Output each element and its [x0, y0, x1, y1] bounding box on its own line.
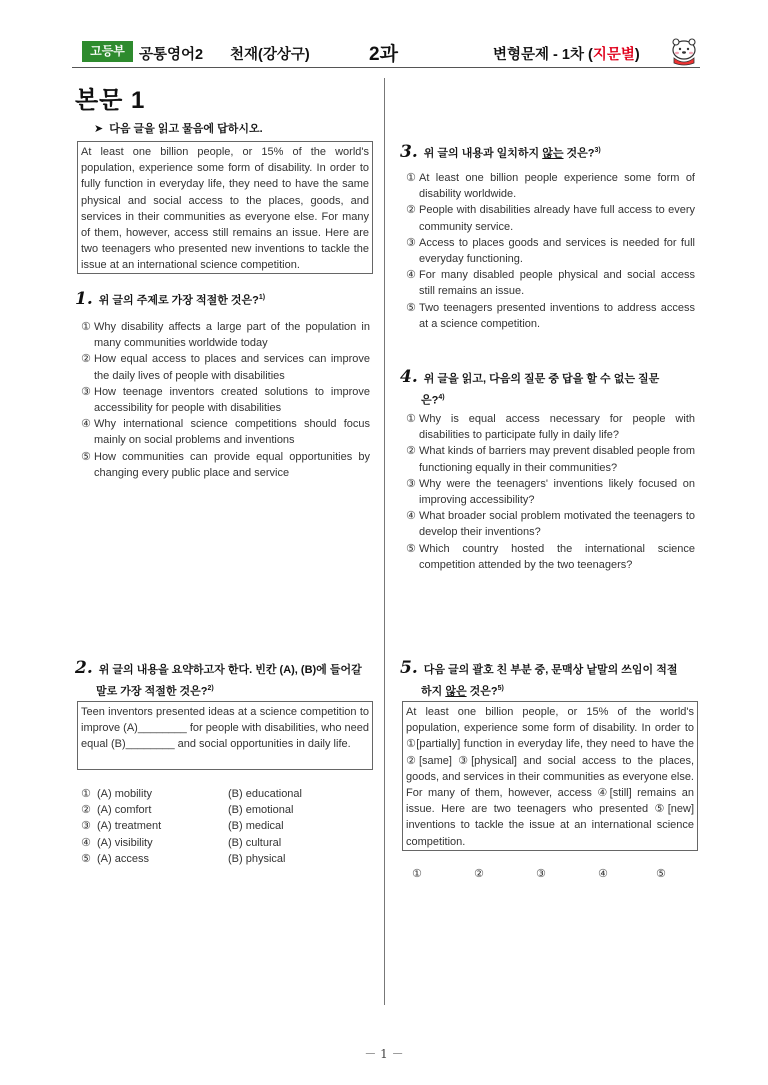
question-text-end: 것은?	[563, 147, 595, 160]
question-3-options	[406, 170, 695, 332]
column-divider	[384, 78, 385, 1005]
choice-3[interactable]: ③	[536, 868, 546, 880]
choice-2[interactable]: ②	[474, 868, 484, 880]
reading-passage: At least one billion people, or 15% of the world's population, experience some form of disability. In order to fully function in everyday life, they need to have the same physical and social access to the places, goods, and services in their communities as everyone else. For many of them, however, access still remains an issue. Here are two teenagers who presented new inventions to tackle the issue at an international science competition.	[77, 141, 373, 274]
option-item[interactable]: ④ For many disabled people physical and social access still remains an issue.	[406, 269, 695, 298]
option-item[interactable]: ⑤ How communities can provide equal opportunities by changing every public place and service	[81, 450, 370, 479]
header-divider	[72, 67, 700, 68]
option-item[interactable]: ④ Why international science competitions should focus mainly on social problems and inventions	[81, 418, 370, 447]
question-text: 위 글의 주제로 가장 적절한 것은?	[98, 294, 259, 307]
page-title: 본문 1	[75, 87, 146, 114]
option-item[interactable]: ① Why is equal access necessary for people with disabilities to participate fully in daily life?	[406, 413, 695, 442]
option-item[interactable]: ③ Why were the teenagers' inventions likely focused on improving accessibility?	[406, 477, 695, 507]
option-item[interactable]: ⑤ Two teenagers presented inventions to address access at a science competition.	[406, 301, 695, 330]
option-item[interactable]: ⑤ Which country hosted the international science competition attended by the two teenagers?	[406, 542, 695, 571]
level-badge: 고등부	[82, 41, 133, 62]
option-item[interactable]: ② People with disabilities already have full access to every community service.	[406, 204, 695, 233]
page-number: － 1 －	[364, 1047, 404, 1061]
instruction-text: 다음 글을 읽고 물음에 답하시오.	[109, 123, 263, 135]
worksheet-type-label	[493, 43, 640, 64]
question-5	[400, 657, 700, 700]
footnote-mark: 5)	[497, 685, 504, 692]
option-item[interactable]: ② How equal access to places and services can improve the daily lives of people with disabilities	[81, 353, 370, 382]
option-item[interactable]: ③ Access to places goods and services is needed for full everyday functioning.	[406, 236, 695, 266]
question-number: 2.	[75, 658, 93, 678]
question-text-underlined: 않는	[542, 147, 564, 160]
worksheet-type-highlight: 지문별	[592, 47, 635, 63]
option-item[interactable]: ① At least one billion people experience some form of disability worldwide.	[406, 172, 695, 201]
question-text: 위 글의 내용과 일치하지	[423, 147, 543, 160]
option-item[interactable]: ② What kinds of barriers may prevent disabled people from functioning equally in their communities?	[406, 445, 695, 474]
question-number: 3.	[400, 141, 418, 162]
question-number: 4.	[400, 367, 418, 387]
question-3	[400, 140, 700, 165]
option-item[interactable]: ① Why disability affects a large part of the population in many communities worldwide today	[81, 321, 370, 350]
question-text-cont: 은?	[421, 394, 439, 407]
question-4-options	[406, 411, 695, 573]
footnote-mark: 4)	[438, 394, 445, 401]
mascot-icon	[668, 36, 700, 66]
question-5-passage: At least one billion people, or 15% of the world's population, experience some form of disability. In order to ①[partially] function in everyday life, they need to have the ②[same] ③[physical] and social access to the places, goods, and services in their communities as everyone else. For many of them, however, access ④[still] remains an issue. Here are two teenagers who presented ⑤[new] inventions to tackle the issue at an international science competition.	[402, 701, 698, 851]
option-item[interactable]: ③ How teenage inventors created solutions to improve accessibility for people with disabilities	[81, 385, 370, 415]
question-text-end: 것은?	[466, 685, 498, 698]
worksheet-type-suffix: )	[634, 47, 640, 63]
page-header	[0, 0, 768, 70]
question-2	[75, 657, 375, 700]
arrow-icon: ➤	[94, 123, 104, 135]
question-4	[400, 366, 700, 409]
question-1-options	[81, 319, 370, 481]
lesson-label: 2과	[369, 44, 398, 65]
question-text: 위 글의 내용을 요약하고자 한다. 빈칸 (A), (B)에 들어갈	[98, 664, 362, 676]
question-text: 다음 글의 괄호 친 부분 중, 문맥상 낱말의 쓰임이 적절	[423, 664, 678, 676]
question-text-cont: 말로 가장 적절한 것은?	[96, 685, 208, 698]
question-text-cont: 하지	[421, 685, 446, 698]
question-1	[75, 287, 375, 312]
footnote-mark: 3)	[594, 147, 601, 154]
worksheet-type-prefix: 변형문제 - 1차 (	[493, 47, 593, 63]
choice-4[interactable]: ④	[598, 868, 608, 880]
summary-box: Teen inventors presented ideas at a science competition to improve (A)________ for people with disabilities, who need equal (B)________ and social opportunities in daily life.	[77, 701, 373, 770]
question-number: 5.	[400, 658, 418, 678]
question-text-underlined: 않은	[445, 685, 467, 698]
choice-1[interactable]: ①	[412, 868, 422, 880]
publisher-label: 천재(강상구)	[230, 47, 310, 63]
footnote-mark: 1)	[258, 294, 266, 301]
instruction	[94, 120, 263, 136]
footnote-mark: 2)	[207, 685, 214, 692]
question-number: 1.	[75, 288, 93, 309]
subject-label: 공통영어2	[139, 47, 204, 63]
question-text: 위 글을 읽고, 다음의 질문 중 답을 할 수 없는 질문	[423, 373, 660, 385]
choice-5[interactable]: ⑤	[656, 868, 666, 880]
option-item[interactable]: ④ What broader social problem motivated the teenagers to develop their inventions?	[406, 510, 695, 539]
